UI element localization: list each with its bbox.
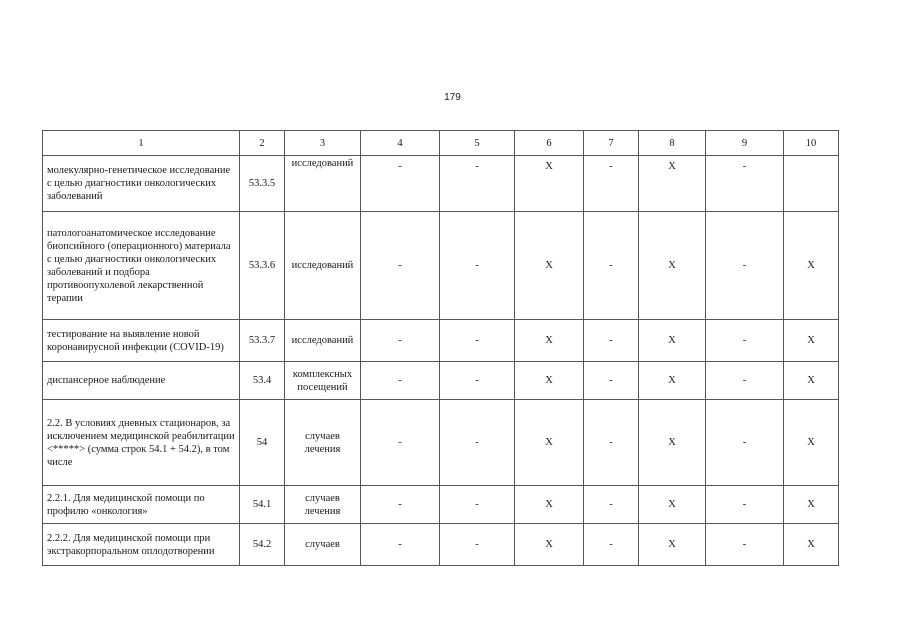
row-col-6: Х	[515, 486, 584, 524]
header-cell-2: 2	[240, 131, 285, 156]
page-number: 179	[444, 92, 461, 103]
row-code: 54.1	[240, 486, 285, 524]
row-col-10: Х	[784, 212, 839, 320]
row-unit: случаев	[285, 524, 361, 566]
row-col-8: Х	[639, 156, 706, 212]
row-unit: случаев лечения	[285, 486, 361, 524]
header-cell-7: 7	[584, 131, 639, 156]
header-cell-3: 3	[285, 131, 361, 156]
table-row	[43, 156, 839, 212]
table-row	[43, 400, 839, 486]
row-col-8: Х	[639, 400, 706, 486]
row-name: тестирование на выявление новой коронавирусной инфекции (COVID-19)	[43, 320, 240, 362]
row-unit: комплексных посещений	[285, 362, 361, 400]
row-code: 54	[240, 400, 285, 486]
row-col-10: Х	[784, 524, 839, 566]
header-cell-4: 4	[361, 131, 440, 156]
row-col-10: Х	[784, 362, 839, 400]
row-col-8: Х	[639, 320, 706, 362]
table-row	[43, 320, 839, 362]
row-col-4: -	[361, 400, 440, 486]
row-col-8: Х	[639, 212, 706, 320]
row-col-8: Х	[639, 486, 706, 524]
row-name: диспансерное наблюдение	[43, 362, 240, 400]
row-col-6: Х	[515, 212, 584, 320]
row-col-5: -	[440, 362, 515, 400]
row-col-7: -	[584, 362, 639, 400]
row-name: молекулярно-генетическое исследование с целью диагностики онкологических заболеваний	[43, 156, 240, 212]
header-cell-10: 10	[784, 131, 839, 156]
row-col-7: -	[584, 212, 639, 320]
row-col-5: -	[440, 212, 515, 320]
header-cell-9: 9	[706, 131, 784, 156]
row-col-9: -	[706, 362, 784, 400]
row-col-5: -	[440, 320, 515, 362]
row-col-9: -	[706, 156, 784, 212]
row-col-6: Х	[515, 362, 584, 400]
row-col-6: Х	[515, 400, 584, 486]
row-unit: исследований	[285, 156, 361, 212]
row-col-4: -	[361, 212, 440, 320]
row-col-4: -	[361, 524, 440, 566]
row-col-5: -	[440, 156, 515, 212]
row-col-5: -	[440, 400, 515, 486]
row-code: 53.3.7	[240, 320, 285, 362]
row-col-10: Х	[784, 400, 839, 486]
row-code: 53.4	[240, 362, 285, 400]
row-code: 53.3.6	[240, 212, 285, 320]
row-col-9: -	[706, 212, 784, 320]
table-row	[43, 486, 839, 524]
table-row	[43, 362, 839, 400]
row-name: патологоанатомическое исследование биопсийного (операционного) материала с целью диагностики онкологических заболеваний и подбора противоопухолевой лекарственной терапии	[43, 212, 240, 320]
row-col-10: Х	[784, 486, 839, 524]
row-col-5: -	[440, 486, 515, 524]
header-cell-6: 6	[515, 131, 584, 156]
row-col-5: -	[440, 524, 515, 566]
row-name: 2.2.2. Для медицинской помощи при экстракорпоральном оплодотворении	[43, 524, 240, 566]
data-table	[42, 130, 839, 566]
row-col-10: Х	[784, 320, 839, 362]
row-col-4: -	[361, 486, 440, 524]
row-col-9: -	[706, 486, 784, 524]
row-unit: исследований	[285, 212, 361, 320]
row-col-6: Х	[515, 156, 584, 212]
row-col-8: Х	[639, 524, 706, 566]
row-col-6: Х	[515, 320, 584, 362]
row-unit: случаев лечения	[285, 400, 361, 486]
row-col-8: Х	[639, 362, 706, 400]
row-name: 2.2. В условиях дневных стационаров, за исключением медицинской реабилитации <*****> (сумма строк 54.1 + 54.2), в том числе	[43, 400, 240, 486]
row-col-9: -	[706, 320, 784, 362]
row-col-7: -	[584, 156, 639, 212]
row-col-7: -	[584, 524, 639, 566]
header-cell-8: 8	[639, 131, 706, 156]
row-col-6: Х	[515, 524, 584, 566]
row-col-9: -	[706, 400, 784, 486]
row-col-10	[784, 156, 839, 212]
table-row	[43, 212, 839, 320]
table-row	[43, 524, 839, 566]
row-col-7: -	[584, 400, 639, 486]
row-unit: исследований	[285, 320, 361, 362]
row-col-4: -	[361, 362, 440, 400]
row-col-7: -	[584, 486, 639, 524]
row-col-9: -	[706, 524, 784, 566]
row-col-4: -	[361, 156, 440, 212]
header-cell-1: 1	[43, 131, 240, 156]
row-col-7: -	[584, 320, 639, 362]
row-name: 2.2.1. Для медицинской помощи по профилю «онкология»	[43, 486, 240, 524]
header-cell-5: 5	[440, 131, 515, 156]
header-row	[43, 131, 839, 156]
row-col-4: -	[361, 320, 440, 362]
row-code: 53.3.5	[240, 156, 285, 212]
row-code: 54.2	[240, 524, 285, 566]
